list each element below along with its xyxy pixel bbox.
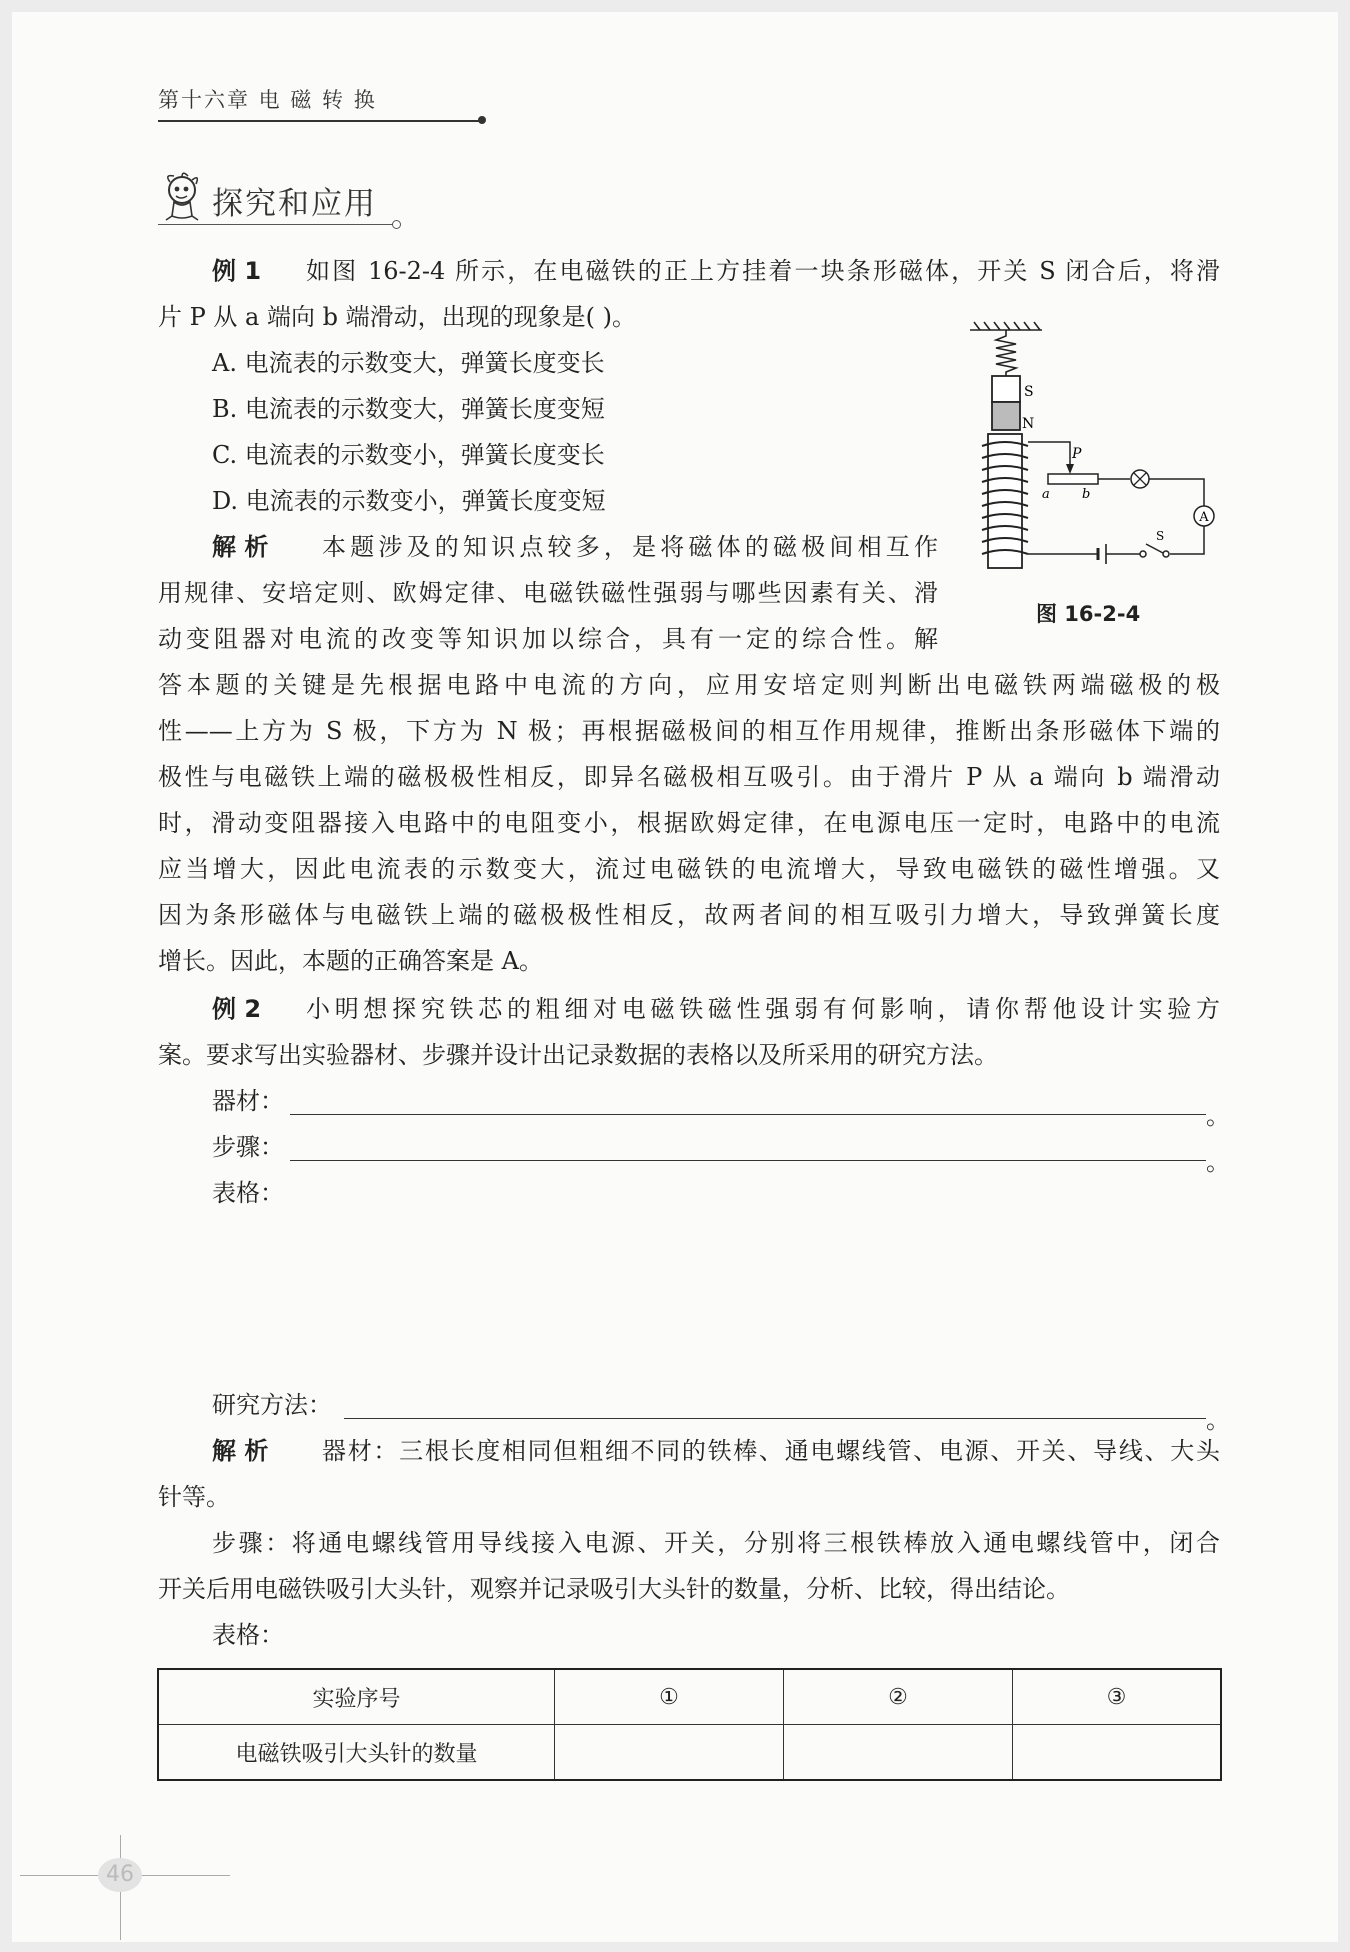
section-rule xyxy=(158,224,394,225)
header-rule xyxy=(158,120,482,122)
lamp-icon xyxy=(1131,470,1149,488)
table-row xyxy=(158,1725,1221,1781)
example1-analysis-line9: 因为条形磁体与电磁铁上端的磁极极性相反，故两者间的相互吸引力增大，导致弹簧长度 xyxy=(158,901,1220,929)
header-dot xyxy=(478,116,486,124)
section-title: 探究和应用 xyxy=(212,186,377,222)
magnet-n-label: N xyxy=(1022,416,1035,432)
example1-analysis-line6: 极性与电磁铁上端的磁极极性相反，即异名磁极相互吸引。由于滑片 P 从 a 端向 b 端滑动 xyxy=(158,763,1220,791)
switch-s-label: S xyxy=(1156,529,1165,543)
circuit-diagram xyxy=(960,318,1220,588)
example1-analysis-line2: 用规律、安培定则、欧姆定律、电磁铁磁性强弱与哪些因素有关、滑 xyxy=(158,579,938,607)
example1-analysis-line1: 本题涉及的知识点较多，是将磁体的磁极间相互作 xyxy=(322,533,938,561)
table-cell[interactable] xyxy=(555,1725,784,1781)
table-header-cell: 实验序号 xyxy=(158,1669,555,1725)
bar-magnet-s xyxy=(992,376,1020,402)
battery-icon xyxy=(1098,544,1106,564)
example1-question-line2: 片 P 从 a 端向 b 端滑动，出现的现象是( )。 xyxy=(158,303,636,331)
slider-p-arrow xyxy=(1066,464,1074,474)
steps-label: 步骤： xyxy=(212,1133,284,1161)
spring xyxy=(996,330,1016,376)
figure-caption: 图 16-2-4 xyxy=(1036,602,1141,626)
chapter-header: 第十六章 电 磁 转 换 xyxy=(158,88,377,112)
wire-bottom-right xyxy=(1170,526,1204,554)
steps-period: 。 xyxy=(1206,1148,1230,1176)
equipment-answer-line[interactable] xyxy=(290,1114,1206,1115)
example1-analysis-line4: 答本题的关键是先根据电路中电流的方向，应用安培定则判断出电磁铁两端磁极的极 xyxy=(158,671,1220,699)
option-c: C. 电流表的示数变小，弹簧长度变长 xyxy=(212,441,605,469)
switch-icon xyxy=(1140,544,1169,557)
example1-analysis-line3: 动变阻器对电流的改变等知识加以综合，具有一定的综合性。解 xyxy=(158,625,938,653)
example2-analysis-label: 解 析 xyxy=(212,1437,269,1465)
table-header-cell: ② xyxy=(784,1669,1013,1725)
record-table xyxy=(157,1668,1222,1781)
table-header-cell: ③ xyxy=(1013,1669,1222,1725)
terminal-b-label: b xyxy=(1082,487,1091,502)
page-number: 46 xyxy=(98,1858,142,1892)
example2-question-line2: 案。要求写出实验器材、步骤并设计出记录数据的表格以及所采用的研究方法。 xyxy=(158,1041,998,1069)
bar-magnet-n xyxy=(992,402,1020,430)
wire-right xyxy=(1149,479,1204,506)
terminal-a-label: a xyxy=(1042,487,1050,502)
table-answer-label: 表格： xyxy=(212,1621,284,1649)
example2-label: 例 2 xyxy=(212,995,262,1023)
steps-answer-line[interactable] xyxy=(290,1160,1206,1161)
steps-answer-line1: 步骤：将通电螺线管用导线接入电源、开关，分别将三根铁棒放入通电螺线管中，闭合 xyxy=(212,1529,1220,1557)
method-period: 。 xyxy=(1206,1406,1230,1434)
ammeter-icon xyxy=(1194,506,1214,526)
table-row xyxy=(158,1669,1221,1725)
example2-analysis-line2: 针等。 xyxy=(158,1483,230,1511)
steps-answer-line2: 开关后用电磁铁吸引大头针，观察并记录吸引大头针的数量，分析、比较，得出结论。 xyxy=(158,1575,1070,1603)
table-field-label: 表格： xyxy=(212,1179,284,1207)
method-answer-line[interactable] xyxy=(344,1418,1206,1419)
table-cell: 电磁铁吸引大头针的数量 xyxy=(158,1725,555,1781)
option-a: A. 电流表的示数变大，弹簧长度变长 xyxy=(212,349,605,377)
example2-analysis-line1: 器材：三根长度相同但粗细不同的铁棒、通电螺线管、电源、开关、导线、大头 xyxy=(322,1437,1220,1465)
rheostat xyxy=(1048,474,1098,484)
ceiling-hatch xyxy=(970,322,1042,330)
mascot-icon xyxy=(160,172,206,222)
table-cell[interactable] xyxy=(1013,1725,1222,1781)
example1-label: 例 1 xyxy=(212,257,262,285)
table-cell[interactable] xyxy=(784,1725,1013,1781)
equipment-period: 。 xyxy=(1206,1102,1230,1130)
example1-analysis-line5: 性——上方为 S 极，下方为 N 极；再根据磁极间的相互作用规律，推断出条形磁体下端的 xyxy=(158,717,1220,745)
example2-question-line1: 小明想探究铁芯的粗细对电磁铁磁性强弱有何影响，请你帮他设计实验方 xyxy=(306,995,1220,1023)
section-rule-end xyxy=(392,220,401,229)
slider-p-label: P xyxy=(1072,446,1082,462)
example1-analysis-label: 解 析 xyxy=(212,533,269,561)
option-b: B. 电流表的示数变大，弹簧长度变短 xyxy=(212,395,605,423)
ammeter-label: A xyxy=(1199,510,1209,525)
example1-analysis-line8: 应当增大，因此电流表的示数变大，流过电磁铁的电流增大，导致电磁铁的磁性增强。又 xyxy=(158,855,1220,883)
example1-analysis-line10: 增长。因此，本题的正确答案是 A。 xyxy=(158,947,543,975)
option-d: D. 电流表的示数变小，弹簧长度变短 xyxy=(212,487,606,515)
example1-question-line1: 如图 16-2-4 所示，在电磁铁的正上方挂着一块条形磁体，开关 S 闭合后，将滑 xyxy=(306,257,1220,285)
table-header-cell: ① xyxy=(555,1669,784,1725)
equipment-label: 器材： xyxy=(212,1087,284,1115)
example1-analysis-line7: 时，滑动变阻器接入电路中的电阻变小，根据欧姆定律，在电源电压一定时，电路中的电流 xyxy=(158,809,1220,837)
method-label: 研究方法： xyxy=(212,1391,332,1419)
magnet-s-label: S xyxy=(1024,384,1034,400)
wire-top xyxy=(1028,442,1070,468)
